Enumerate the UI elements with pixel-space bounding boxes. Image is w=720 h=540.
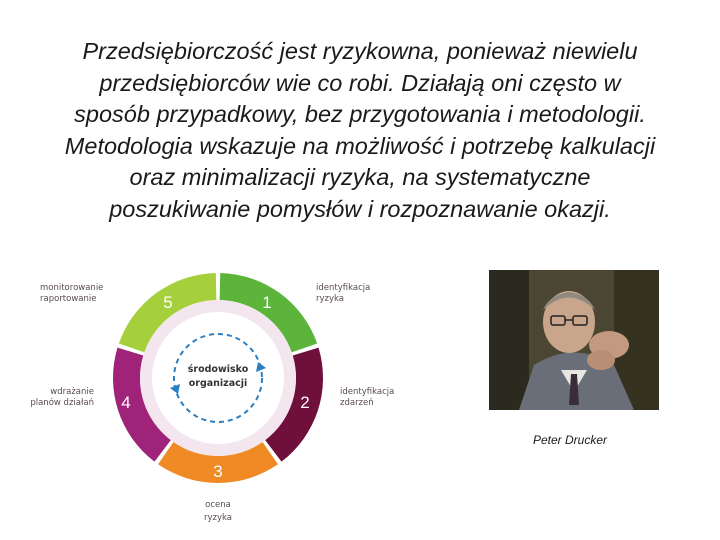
label-4-line2: planów działań [30, 398, 94, 408]
center-label-line1: środowisko [187, 364, 249, 375]
quote-line: Metodologia wskazuje na możliwość i potrzebę kalkulacji [64, 132, 656, 159]
label-1-line2: ryzyka [316, 294, 344, 304]
risk-cycle-diagram [0, 250, 440, 540]
label-5-line2: raportowanie [40, 294, 97, 304]
label-3-line1: ocena [205, 500, 231, 510]
segment-number-2: 2 [300, 393, 310, 412]
label-1-line1: identyfikacja [316, 283, 371, 293]
photo-caption: Peter Drucker [533, 433, 608, 447]
quote-line: poszukiwanie pomysłów i rozpoznawanie okazji. [109, 195, 611, 222]
label-2-line1: identyfikacja [340, 387, 395, 397]
quote-line: sposób przypadkowy, bez przygotowania i metodologii. [74, 101, 646, 127]
segment-number-1: 1 [262, 293, 272, 312]
segment-number-4: 4 [121, 393, 131, 412]
segment-number-5: 5 [163, 293, 173, 312]
quote-text [0, 36, 720, 225]
quote-line: przedsiębiorców wie co robi. Działają oni często w [99, 69, 621, 96]
quote-line: Przedsiębiorczość jest ryzykowna, ponieważ niewielu [82, 38, 638, 64]
segment-number-3: 3 [213, 462, 223, 481]
label-3-line2: ryzyka [204, 513, 232, 523]
quote-line: oraz minimalizacji ryzyka, na systematyczne [129, 164, 591, 190]
center-label-line2: organizacji [188, 378, 248, 389]
portrait-photo [489, 270, 659, 410]
label-5-line1: monitorowanie [40, 283, 104, 293]
label-4-line1: wdrażanie [50, 387, 94, 397]
label-2-line2: zdarzeń [340, 398, 374, 408]
